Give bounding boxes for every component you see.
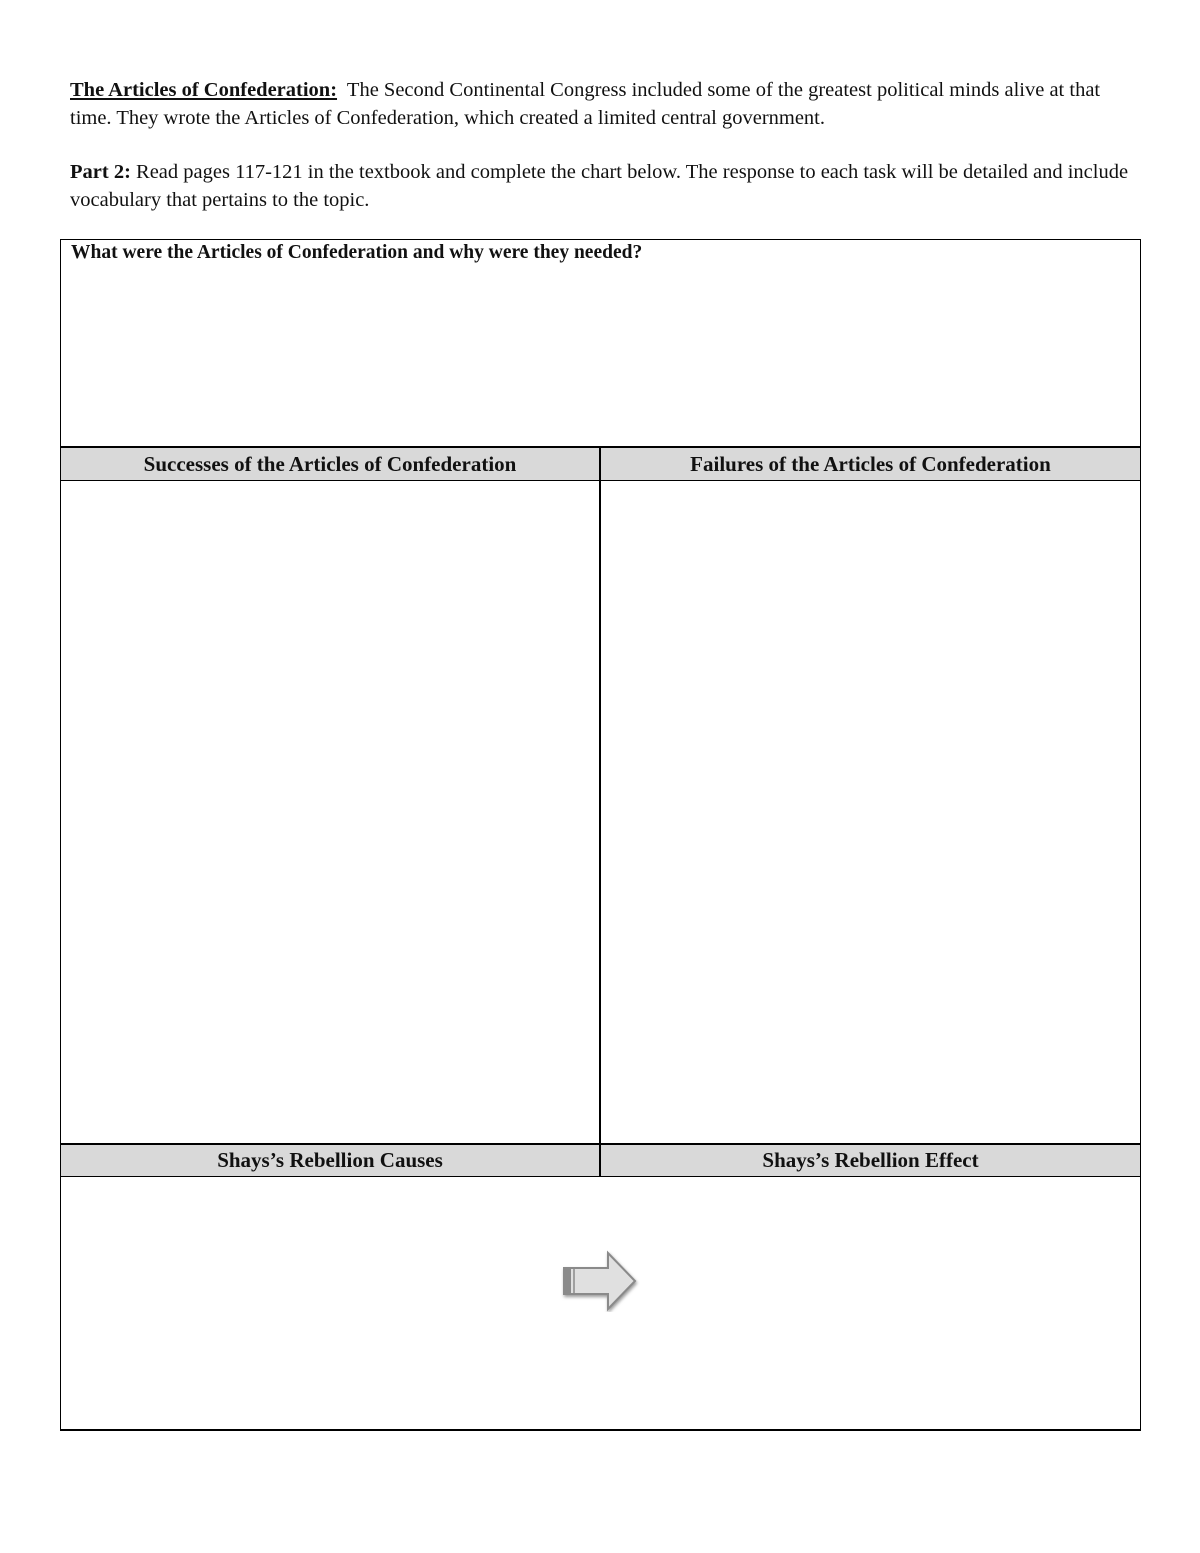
failures-header: Failures of the Articles of Confederation (601, 448, 1140, 481)
intro-paragraph (70, 76, 1145, 132)
intro-title: The Articles of Confederation: (70, 79, 338, 101)
successes-answer-area[interactable] (61, 482, 599, 1143)
effect-header: Shays’s Rebellion Effect (601, 1145, 1140, 1176)
instructions-paragraph (70, 158, 1145, 214)
failures-answer-area[interactable] (601, 482, 1140, 1143)
question-prompt: What were the Articles of Confederation and why were they needed? (71, 242, 643, 263)
question-answer-area[interactable] (61, 270, 1140, 446)
instructions-text: Read pages 117-121 in the textbook and complete the chart below. The response to each task will be detailed and include vocabulary that pertains to the topic. (70, 161, 1129, 211)
intro-text: The Second Continental Congress included some of the greatest political minds alive at that time. They wrote the Articles of Confederation, which created a limited central government. (70, 79, 1101, 129)
causes-header: Shays’s Rebellion Causes (61, 1145, 599, 1176)
right-arrow-icon (560, 1250, 640, 1312)
successes-header: Successes of the Articles of Confederation (61, 448, 599, 481)
instructions-label: Part 2: (70, 161, 131, 183)
